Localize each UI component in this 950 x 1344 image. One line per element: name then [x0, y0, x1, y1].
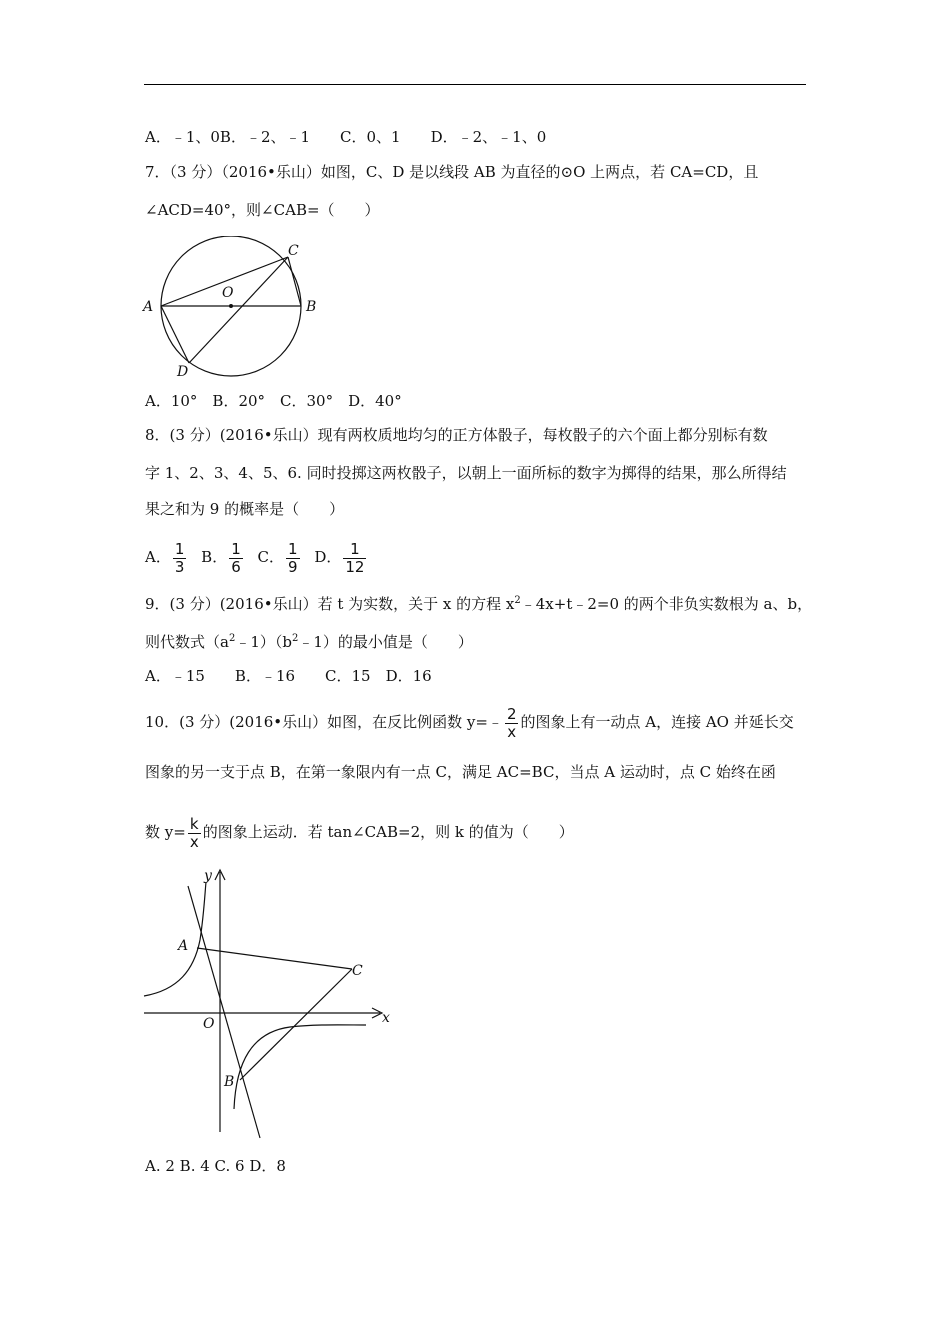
q10-graph-figure	[140, 862, 400, 1142]
label-o: O	[222, 285, 234, 301]
q9-stem-line1: 9．(3 分）(2016•乐山）若 t 为实数，关于 x 的方程 $x^2﹣4x+t﹣2=0$ 的两个非负实数根为 a、b，	[145, 595, 813, 613]
q8-option-a: A． $\frac{1}{3}$	[145, 539, 185, 576]
fraction: $\frac{1}{3}$	[174, 539, 185, 576]
label-a: A	[143, 299, 154, 315]
label-d: D	[177, 364, 189, 380]
q7-options: A．10° B．20° C．30° D．40°	[145, 392, 402, 410]
q8-option-d: D． $\frac{1}{12}$	[314, 539, 365, 576]
fraction: $\frac{k}{x}$	[189, 814, 199, 851]
label-c: C	[288, 243, 299, 259]
chord-ad	[161, 306, 189, 363]
label-a: A	[178, 938, 189, 954]
q8-stem-line2: 字 1、2、3、4、5、6. 同时投掷这两枚骰子，以朝上一面所标的数字为掷得的结果，那么所得结	[145, 464, 787, 482]
q7-stem-line1: 7．（3 分）（2016•乐山）如图，C、D 是以线段 AB 为直径的⊙O 上两点，若 CA=CD，且	[145, 163, 759, 181]
q8-options	[145, 537, 376, 577]
q8-option-b: B． $\frac{1}{6}$	[201, 539, 241, 576]
center-dot	[229, 304, 233, 308]
hyperbola-branch-q2	[144, 882, 206, 996]
label-b: B	[306, 299, 317, 315]
fraction: $\frac{1}{9}$	[288, 539, 298, 576]
line-ab	[188, 886, 260, 1138]
fraction: $\frac{2}{x}$	[506, 704, 517, 741]
q9-stem-line2: 则代数式$(a^2﹣1)(b^2﹣1)$的最小值是（ ）	[145, 633, 473, 651]
label-b: B	[224, 1074, 235, 1090]
q10-stem-line3: 数 y= $\frac{k}{x}$ 的图象上运动．若 tan∠CAB=2，则 k 的值为（ ）	[145, 814, 574, 851]
label-x: x	[382, 1010, 390, 1026]
q8-stem-line3: 果之和为 9 的概率是（ ）	[145, 500, 345, 518]
label-o: O	[203, 1016, 215, 1032]
header-rule	[144, 84, 806, 85]
fraction: $\frac{1}{6}$	[231, 539, 241, 576]
chord-cd	[189, 257, 288, 363]
q10-stem-line2: 图象的另一支于点 B，在第一象限内有一点 C，满足 AC=BC，当点 A 运动时，点 C 始终在函	[145, 763, 776, 781]
q9-options: A．﹣15 B．﹣16 C．15 D．16	[145, 667, 432, 685]
label-y: y	[204, 868, 212, 884]
q6-options: A．﹣1、0B．﹣2、﹣1 C．0、1 D．﹣2、﹣1、0	[145, 128, 547, 146]
q7-stem-line2: ∠ACD=40°，则∠CAB=（ ）	[145, 201, 380, 219]
q8-option-c: C． $\frac{1}{9}$	[257, 539, 298, 576]
q10-stem-line1: 10．(3 分）(2016•乐山）如图，在反比例函数 y=﹣ $\frac{2}{x}$ 的图象上有一动点 A，连接 AO 并延长交	[145, 704, 794, 741]
q10-options: A. 2 B. 4 C. 6 D．8	[145, 1157, 286, 1175]
fraction: $\frac{1}{12}$	[345, 539, 365, 576]
label-c: C	[352, 963, 363, 979]
q8-stem-line1: 8．(3 分）(2016•乐山）现有两枚质地均匀的正方体骰子，每枚骰子的六个面上都分别标有数	[145, 426, 768, 444]
chord-cb	[288, 257, 301, 306]
q7-circle-figure	[140, 236, 330, 382]
